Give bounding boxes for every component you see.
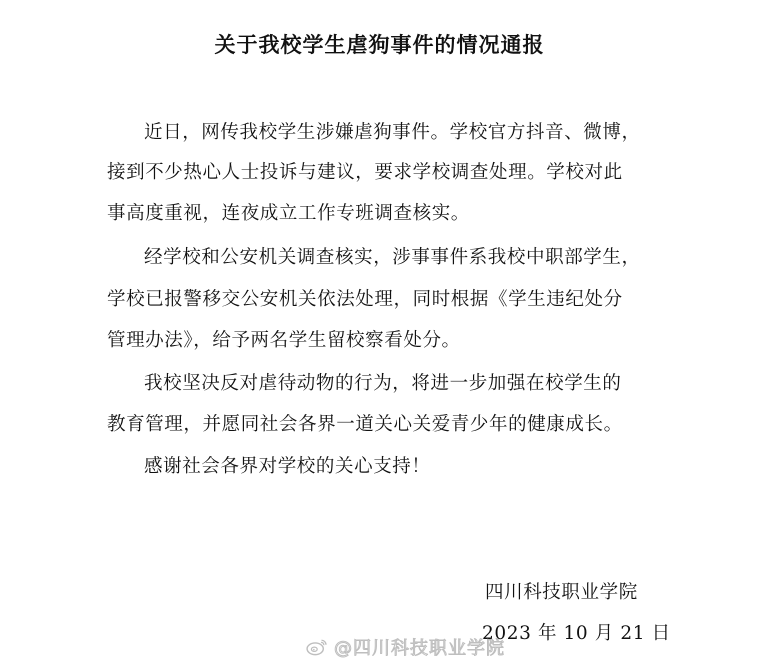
body-line-5: 学校已报警移交公安机关依法处理，同时根据《学生违纪处分 [107, 289, 623, 310]
body-line-8: 教育管理，并愿同社会各界一道关心关爱青少年的健康成长。 [107, 414, 623, 435]
body-line-1: 近日，网传我校学生涉嫌虐狗事件。学校官方抖音、微博， [144, 122, 641, 143]
body-line-6: 管理办法》，给予两名学生留校察看处分。 [107, 330, 461, 351]
watermark-text: @四川科技职业学院 [334, 638, 505, 659]
weibo-icon [306, 638, 328, 656]
body-line-2: 接到不少热心人士投诉与建议，要求学校调查处理。学校对此 [107, 162, 623, 183]
signature: 四川科技职业学院 [485, 582, 638, 603]
body-line-9: 感谢社会各界对学校的关心支持！ [144, 456, 431, 477]
body-line-4: 经学校和公安机关调查核实，涉事事件系我校中职部学生， [144, 247, 641, 268]
notice-date: 2023 年 10 月 21 日 [482, 623, 671, 644]
weibo-watermark [306, 632, 505, 662]
body-line-7: 我校坚决反对虐待动物的行为，将进一步加强在校学生的 [144, 373, 622, 394]
notice-title: 关于我校学生虐狗事件的情况通报 [214, 32, 545, 57]
body-line-3: 事高度重视，连夜成立工作专班调查核实。 [107, 203, 470, 224]
